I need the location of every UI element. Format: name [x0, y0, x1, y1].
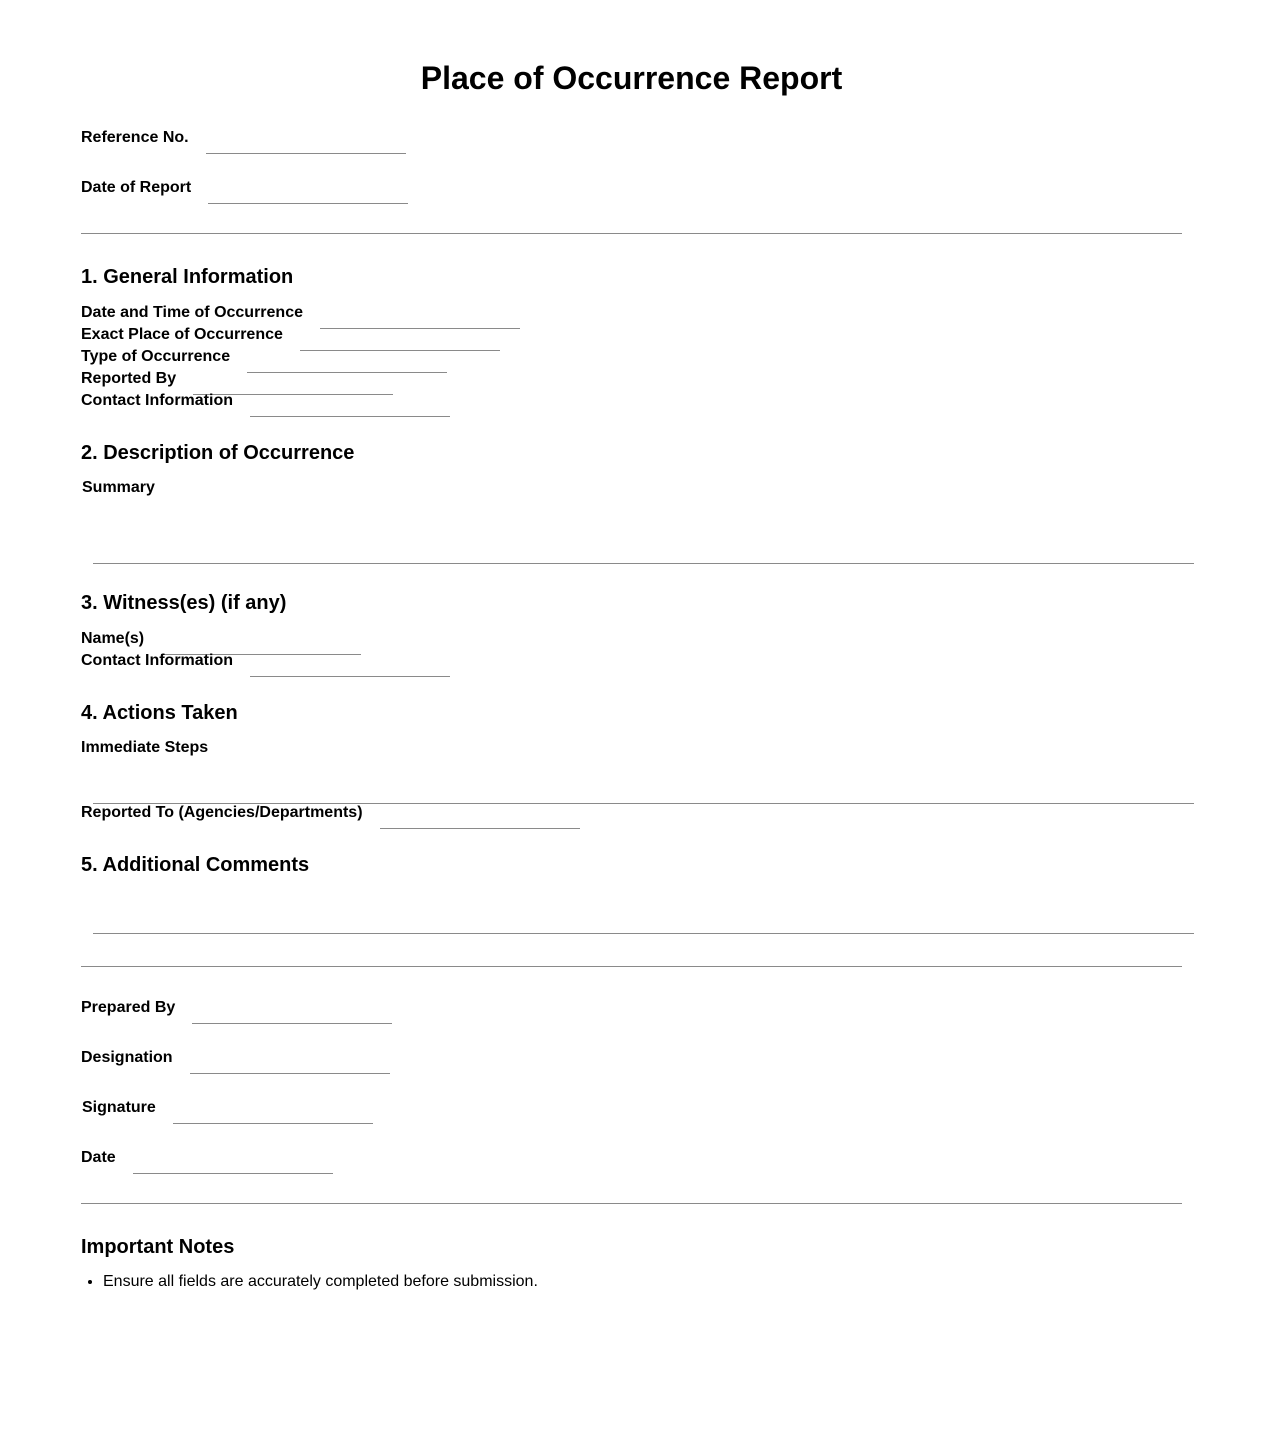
reference-no-label: Reference No. — [81, 129, 189, 146]
section-witnesses-heading: 3. Witness(es) (if any) — [81, 592, 287, 614]
summary-label: Summary — [82, 479, 155, 496]
section-description-heading: 2. Description of Occurrence — [81, 442, 355, 464]
date-of-report-input-line[interactable] — [208, 203, 408, 204]
divider — [81, 233, 1182, 234]
witness-names-field — [81, 627, 361, 649]
type-of-occurrence-label: Type of Occurrence — [81, 348, 231, 365]
notes-list — [81, 1271, 538, 1293]
contact-information-label: Contact Information — [81, 392, 233, 409]
signature-label: Signature — [82, 1099, 156, 1116]
prepared-by-field — [81, 996, 392, 1018]
date-label: Date — [81, 1149, 116, 1166]
designation-input-line[interactable] — [190, 1073, 390, 1074]
prepared-by-input-line[interactable] — [192, 1023, 392, 1024]
witness-contact-field — [81, 649, 450, 671]
exact-place-field — [81, 323, 500, 345]
important-notes-heading: Important Notes — [81, 1236, 235, 1258]
page-title: Place of Occurrence Report — [420, 60, 843, 96]
date-time-occurrence-label: Date and Time of Occurrence — [81, 304, 303, 321]
date-of-report-label: Date of Report — [81, 179, 192, 196]
designation-label: Designation — [81, 1049, 173, 1066]
list-item: • Ensure all fields are accurately completed before submission. — [103, 1271, 538, 1293]
reported-by-label: Reported By — [81, 370, 177, 387]
reference-no-field — [81, 126, 406, 148]
witness-contact-label: Contact Information — [81, 652, 233, 669]
reported-to-label: Reported To (Agencies/Departments) — [81, 804, 363, 821]
divider — [81, 966, 1182, 967]
section-comments-heading: 5. Additional Comments — [81, 854, 310, 876]
reported-by-field — [81, 367, 393, 389]
exact-place-label: Exact Place of Occurrence — [81, 326, 283, 343]
reference-no-input-line[interactable] — [206, 153, 406, 154]
designation-field — [81, 1046, 390, 1068]
date-field — [81, 1146, 333, 1168]
witness-contact-input-line[interactable] — [250, 676, 450, 677]
date-time-occurrence-field — [81, 301, 520, 323]
section-general-information-heading: 1. General Information — [81, 266, 294, 288]
contact-information-input-line[interactable] — [250, 416, 450, 417]
witness-names-label: Name(s) — [81, 630, 145, 647]
signature-input-line[interactable] — [173, 1123, 373, 1124]
signature-field — [82, 1096, 373, 1118]
summary-input-line[interactable] — [93, 563, 1194, 564]
date-input-line[interactable] — [133, 1173, 333, 1174]
contact-information-field — [81, 389, 450, 411]
divider — [81, 1203, 1182, 1204]
reported-to-field — [81, 801, 580, 823]
type-of-occurrence-field — [81, 345, 447, 367]
date-of-report-field — [81, 176, 408, 198]
reported-to-input-line[interactable] — [380, 828, 580, 829]
comments-input-line[interactable] — [93, 933, 1194, 934]
prepared-by-label: Prepared By — [81, 999, 176, 1016]
section-actions-heading: 4. Actions Taken — [81, 702, 238, 724]
immediate-steps-label: Immediate Steps — [81, 739, 209, 756]
